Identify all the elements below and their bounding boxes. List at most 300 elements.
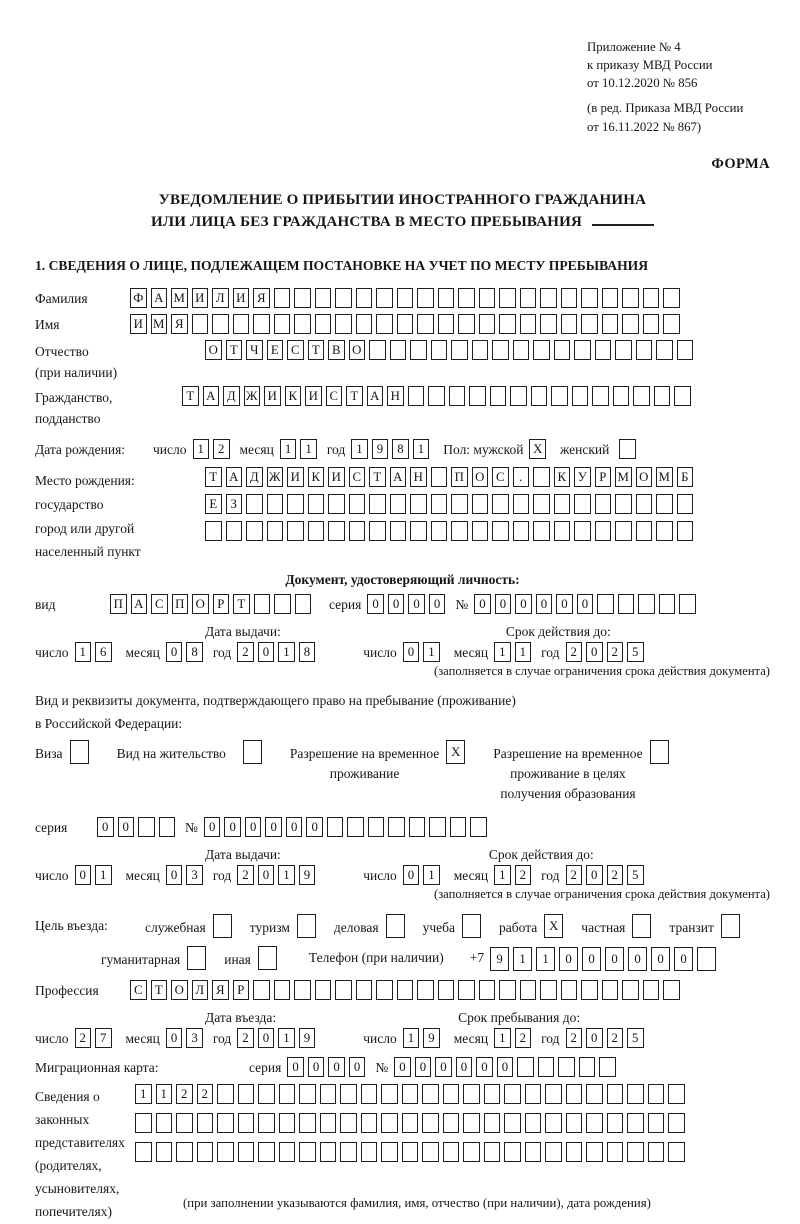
form-cell[interactable] xyxy=(561,314,578,334)
form-cell[interactable]: 2 xyxy=(607,642,624,662)
form-cell[interactable]: 2 xyxy=(237,642,254,662)
form-cell[interactable] xyxy=(197,1142,214,1162)
form-cell[interactable] xyxy=(622,980,639,1000)
form-cell[interactable] xyxy=(513,494,530,514)
form-cell[interactable] xyxy=(632,914,651,938)
form-cell[interactable]: 0 xyxy=(495,594,512,614)
form-cell[interactable]: Д xyxy=(223,386,240,406)
form-cell[interactable] xyxy=(408,386,425,406)
form-cell[interactable]: 0 xyxy=(403,642,420,662)
form-cell[interactable] xyxy=(340,1113,357,1133)
form-cell[interactable] xyxy=(648,1142,665,1162)
form-cell[interactable]: 0 xyxy=(674,947,693,971)
form-cell[interactable] xyxy=(340,1084,357,1104)
form-cell[interactable] xyxy=(429,817,446,837)
form-cell[interactable] xyxy=(315,288,332,308)
form-cell[interactable]: 0 xyxy=(388,594,405,614)
form-cell[interactable]: 0 xyxy=(308,1057,325,1077)
form-cell[interactable]: 0 xyxy=(394,1057,411,1077)
form-cell[interactable] xyxy=(297,914,316,938)
form-cell[interactable] xyxy=(545,1113,562,1133)
form-cell[interactable]: С xyxy=(287,340,304,360)
form-cell[interactable]: С xyxy=(492,467,509,487)
form-cell[interactable] xyxy=(574,340,591,360)
form-cell[interactable]: И xyxy=(130,314,147,334)
form-cell[interactable] xyxy=(510,386,527,406)
form-cell[interactable] xyxy=(463,1113,480,1133)
form-cell[interactable] xyxy=(525,1084,542,1104)
form-cell[interactable]: О xyxy=(472,467,489,487)
form-cell[interactable]: 0 xyxy=(166,865,183,885)
form-cell[interactable]: 8 xyxy=(299,642,316,662)
form-cell[interactable] xyxy=(451,494,468,514)
form-cell[interactable] xyxy=(450,817,467,837)
form-cell[interactable]: 0 xyxy=(476,1057,493,1077)
form-cell[interactable] xyxy=(659,594,676,614)
form-cell[interactable]: 1 xyxy=(413,439,430,459)
form-cell[interactable] xyxy=(422,1113,439,1133)
form-cell[interactable]: С xyxy=(151,594,168,614)
form-cell[interactable] xyxy=(633,386,650,406)
form-cell[interactable] xyxy=(458,288,475,308)
form-cell[interactable]: 0 xyxy=(286,817,303,837)
form-cell[interactable] xyxy=(574,521,591,541)
form-cell[interactable]: Я xyxy=(212,980,229,1000)
form-cell[interactable]: 0 xyxy=(586,642,603,662)
form-cell[interactable] xyxy=(417,314,434,334)
form-cell[interactable] xyxy=(484,1142,501,1162)
form-cell[interactable] xyxy=(499,288,516,308)
form-cell[interactable] xyxy=(417,980,434,1000)
form-cell[interactable] xyxy=(356,314,373,334)
form-cell[interactable] xyxy=(572,386,589,406)
form-cell[interactable]: Л xyxy=(212,288,229,308)
form-cell[interactable]: 0 xyxy=(474,594,491,614)
form-cell[interactable]: 0 xyxy=(415,1057,432,1077)
form-cell[interactable] xyxy=(397,980,414,1000)
form-cell[interactable]: П xyxy=(172,594,189,614)
form-cell[interactable]: 2 xyxy=(607,1028,624,1048)
form-cell[interactable] xyxy=(299,1084,316,1104)
form-cell[interactable] xyxy=(597,594,614,614)
form-cell[interactable] xyxy=(654,386,671,406)
form-cell[interactable] xyxy=(443,1084,460,1104)
form-cell[interactable]: 0 xyxy=(367,594,384,614)
form-cell[interactable] xyxy=(648,1084,665,1104)
form-cell[interactable] xyxy=(294,980,311,1000)
form-cell[interactable]: Ч xyxy=(246,340,263,360)
form-cell[interactable] xyxy=(238,1142,255,1162)
form-cell[interactable] xyxy=(197,1113,214,1133)
form-cell[interactable] xyxy=(492,494,509,514)
form-cell[interactable] xyxy=(579,1057,596,1077)
form-cell[interactable] xyxy=(622,314,639,334)
form-cell[interactable]: 2 xyxy=(566,865,583,885)
form-cell[interactable] xyxy=(677,494,694,514)
form-cell[interactable] xyxy=(159,817,176,837)
form-cell[interactable] xyxy=(533,521,550,541)
form-cell[interactable] xyxy=(253,314,270,334)
form-cell[interactable] xyxy=(315,980,332,1000)
form-cell[interactable] xyxy=(299,1142,316,1162)
form-cell[interactable] xyxy=(449,386,466,406)
form-cell[interactable]: А xyxy=(131,594,148,614)
form-cell[interactable] xyxy=(422,1142,439,1162)
form-cell[interactable] xyxy=(674,386,691,406)
form-cell[interactable]: Н xyxy=(387,386,404,406)
form-cell[interactable] xyxy=(381,1084,398,1104)
form-cell[interactable] xyxy=(538,1057,555,1077)
form-cell[interactable] xyxy=(484,1113,501,1133)
form-cell[interactable]: С xyxy=(326,386,343,406)
form-cell[interactable]: 1 xyxy=(403,1028,420,1048)
form-cell[interactable]: 0 xyxy=(349,1057,366,1077)
form-cell[interactable] xyxy=(246,521,263,541)
form-cell[interactable]: С xyxy=(130,980,147,1000)
form-cell[interactable]: 0 xyxy=(582,947,601,971)
form-cell[interactable] xyxy=(668,1113,685,1133)
form-cell[interactable] xyxy=(70,740,89,764)
form-cell[interactable] xyxy=(581,314,598,334)
form-cell[interactable]: 2 xyxy=(176,1084,193,1104)
form-cell[interactable]: О xyxy=(171,980,188,1000)
form-cell[interactable]: К xyxy=(308,467,325,487)
form-cell[interactable]: . xyxy=(513,467,530,487)
form-cell[interactable]: 0 xyxy=(515,594,532,614)
form-cell[interactable]: 0 xyxy=(577,594,594,614)
form-cell[interactable]: А xyxy=(151,288,168,308)
form-cell[interactable] xyxy=(397,314,414,334)
form-cell[interactable]: 1 xyxy=(515,642,532,662)
form-cell[interactable]: 0 xyxy=(586,865,603,885)
form-cell[interactable] xyxy=(520,314,537,334)
form-cell[interactable] xyxy=(328,494,345,514)
form-cell[interactable] xyxy=(484,1084,501,1104)
form-cell[interactable] xyxy=(431,521,448,541)
form-cell[interactable]: О xyxy=(349,340,366,360)
form-cell[interactable] xyxy=(361,1113,378,1133)
form-cell[interactable] xyxy=(504,1084,521,1104)
form-cell[interactable] xyxy=(490,386,507,406)
form-cell[interactable] xyxy=(602,288,619,308)
form-cell[interactable] xyxy=(463,1142,480,1162)
form-cell[interactable]: М xyxy=(656,467,673,487)
form-cell[interactable]: 3 xyxy=(186,1028,203,1048)
form-cell[interactable]: 8 xyxy=(186,642,203,662)
form-cell[interactable] xyxy=(308,494,325,514)
form-cell[interactable] xyxy=(438,314,455,334)
form-cell[interactable] xyxy=(417,288,434,308)
form-cell[interactable]: 2 xyxy=(566,642,583,662)
form-cell[interactable] xyxy=(636,494,653,514)
form-cell[interactable]: 8 xyxy=(392,439,409,459)
form-cell[interactable]: 0 xyxy=(403,865,420,885)
form-cell[interactable]: 0 xyxy=(258,1028,275,1048)
form-cell[interactable] xyxy=(274,288,291,308)
form-cell[interactable]: П xyxy=(451,467,468,487)
form-cell[interactable]: Р xyxy=(233,980,250,1000)
form-cell[interactable] xyxy=(721,914,740,938)
form-cell[interactable] xyxy=(246,494,263,514)
form-cell[interactable]: 2 xyxy=(237,1028,254,1048)
form-cell[interactable]: 0 xyxy=(75,865,92,885)
form-cell[interactable] xyxy=(586,1113,603,1133)
form-cell[interactable] xyxy=(472,494,489,514)
form-cell[interactable] xyxy=(238,1084,255,1104)
form-cell[interactable]: 0 xyxy=(97,817,114,837)
form-cell[interactable] xyxy=(504,1142,521,1162)
form-cell[interactable]: Т xyxy=(182,386,199,406)
form-cell[interactable] xyxy=(402,1113,419,1133)
form-cell[interactable]: И xyxy=(233,288,250,308)
form-cell[interactable]: С xyxy=(349,467,366,487)
form-cell[interactable] xyxy=(390,521,407,541)
form-cell[interactable] xyxy=(422,1084,439,1104)
form-cell[interactable]: К xyxy=(285,386,302,406)
form-cell[interactable] xyxy=(176,1142,193,1162)
form-cell[interactable] xyxy=(295,594,312,614)
form-cell[interactable] xyxy=(443,1142,460,1162)
form-cell[interactable]: И xyxy=(192,288,209,308)
form-cell[interactable] xyxy=(267,494,284,514)
form-cell[interactable] xyxy=(187,946,206,970)
form-cell[interactable]: 0 xyxy=(435,1057,452,1077)
form-cell[interactable] xyxy=(390,340,407,360)
form-cell[interactable] xyxy=(347,817,364,837)
form-cell[interactable] xyxy=(638,594,655,614)
form-cell[interactable]: А xyxy=(203,386,220,406)
form-cell[interactable]: Т xyxy=(308,340,325,360)
form-cell[interactable] xyxy=(540,314,557,334)
form-cell[interactable] xyxy=(287,494,304,514)
form-cell[interactable] xyxy=(602,980,619,1000)
form-cell[interactable] xyxy=(668,1142,685,1162)
form-cell[interactable] xyxy=(205,521,222,541)
form-cell[interactable]: 1 xyxy=(278,1028,295,1048)
form-cell[interactable] xyxy=(156,1113,173,1133)
form-cell[interactable] xyxy=(525,1142,542,1162)
form-cell[interactable] xyxy=(586,1084,603,1104)
form-cell[interactable] xyxy=(410,340,427,360)
form-cell[interactable] xyxy=(540,980,557,1000)
form-cell[interactable] xyxy=(135,1142,152,1162)
form-cell[interactable]: О xyxy=(192,594,209,614)
form-cell[interactable] xyxy=(533,340,550,360)
form-cell[interactable]: Т xyxy=(151,980,168,1000)
form-cell[interactable] xyxy=(492,521,509,541)
form-cell[interactable] xyxy=(274,594,291,614)
form-cell[interactable] xyxy=(397,288,414,308)
form-cell[interactable]: 1 xyxy=(156,1084,173,1104)
form-cell[interactable] xyxy=(622,288,639,308)
form-cell[interactable]: З xyxy=(226,494,243,514)
form-cell[interactable]: 1 xyxy=(494,1028,511,1048)
form-cell[interactable] xyxy=(663,288,680,308)
form-cell[interactable] xyxy=(431,467,448,487)
form-cell[interactable] xyxy=(279,1084,296,1104)
form-cell[interactable]: 5 xyxy=(627,1028,644,1048)
form-cell[interactable] xyxy=(335,288,352,308)
form-cell[interactable] xyxy=(656,340,673,360)
form-cell[interactable] xyxy=(356,288,373,308)
form-cell[interactable]: 2 xyxy=(237,865,254,885)
form-cell[interactable] xyxy=(492,340,509,360)
form-cell[interactable]: 1 xyxy=(95,865,112,885)
form-cell[interactable]: М xyxy=(615,467,632,487)
form-cell[interactable] xyxy=(381,1142,398,1162)
form-cell[interactable]: 1 xyxy=(75,642,92,662)
form-cell[interactable] xyxy=(267,521,284,541)
form-cell[interactable]: Т xyxy=(233,594,250,614)
form-cell[interactable]: 9 xyxy=(372,439,389,459)
form-cell[interactable] xyxy=(238,1113,255,1133)
form-cell[interactable]: 9 xyxy=(423,1028,440,1048)
form-cell[interactable] xyxy=(458,980,475,1000)
form-cell[interactable] xyxy=(438,288,455,308)
form-cell[interactable]: 1 xyxy=(494,865,511,885)
form-cell[interactable] xyxy=(551,386,568,406)
form-cell[interactable] xyxy=(504,1113,521,1133)
form-cell[interactable] xyxy=(520,980,537,1000)
form-cell[interactable]: 2 xyxy=(515,865,532,885)
form-cell[interactable]: 1 xyxy=(494,642,511,662)
form-cell[interactable] xyxy=(320,1113,337,1133)
form-cell[interactable]: Р xyxy=(213,594,230,614)
form-cell[interactable]: 3 xyxy=(186,865,203,885)
form-cell[interactable]: Т xyxy=(226,340,243,360)
form-cell[interactable] xyxy=(558,1057,575,1077)
form-cell[interactable]: 1 xyxy=(513,947,532,971)
form-cell[interactable]: А xyxy=(226,467,243,487)
form-cell[interactable] xyxy=(431,340,448,360)
form-cell[interactable] xyxy=(554,494,571,514)
form-cell[interactable]: 0 xyxy=(245,817,262,837)
form-cell[interactable] xyxy=(627,1142,644,1162)
form-cell[interactable] xyxy=(243,740,262,764)
form-cell[interactable]: 0 xyxy=(556,594,573,614)
form-cell[interactable]: И xyxy=(305,386,322,406)
form-cell[interactable]: 0 xyxy=(408,594,425,614)
form-cell[interactable] xyxy=(648,1113,665,1133)
form-cell[interactable]: Л xyxy=(192,980,209,1000)
form-cell[interactable]: 0 xyxy=(429,594,446,614)
form-cell[interactable] xyxy=(315,314,332,334)
form-cell[interactable]: 2 xyxy=(75,1028,92,1048)
form-cell[interactable] xyxy=(513,521,530,541)
form-cell[interactable]: 9 xyxy=(299,1028,316,1048)
form-cell[interactable] xyxy=(376,980,393,1000)
form-cell[interactable] xyxy=(636,340,653,360)
form-cell[interactable] xyxy=(643,288,660,308)
form-cell[interactable] xyxy=(513,340,530,360)
form-cell[interactable]: Т xyxy=(205,467,222,487)
form-cell[interactable]: К xyxy=(554,467,571,487)
form-cell[interactable] xyxy=(561,288,578,308)
form-cell[interactable] xyxy=(340,1142,357,1162)
form-cell[interactable] xyxy=(619,439,636,459)
form-cell[interactable] xyxy=(479,288,496,308)
form-cell[interactable] xyxy=(451,340,468,360)
form-cell[interactable] xyxy=(138,817,155,837)
form-cell[interactable]: 0 xyxy=(328,1057,345,1077)
form-cell[interactable] xyxy=(636,521,653,541)
form-cell[interactable] xyxy=(545,1084,562,1104)
form-cell[interactable] xyxy=(540,288,557,308)
form-cell[interactable] xyxy=(438,980,455,1000)
form-cell[interactable] xyxy=(308,521,325,541)
form-cell[interactable] xyxy=(274,980,291,1000)
form-cell[interactable] xyxy=(402,1142,419,1162)
form-cell[interactable] xyxy=(656,494,673,514)
form-cell[interactable] xyxy=(607,1084,624,1104)
form-cell[interactable]: 1 xyxy=(280,439,297,459)
form-cell[interactable] xyxy=(386,914,405,938)
form-cell[interactable] xyxy=(451,521,468,541)
form-cell[interactable]: И xyxy=(287,467,304,487)
form-cell[interactable]: П xyxy=(110,594,127,614)
form-cell[interactable] xyxy=(561,980,578,1000)
form-cell[interactable] xyxy=(376,288,393,308)
form-cell[interactable]: Ж xyxy=(267,467,284,487)
form-cell[interactable] xyxy=(217,1142,234,1162)
form-cell[interactable] xyxy=(663,980,680,1000)
form-cell[interactable] xyxy=(618,594,635,614)
form-cell[interactable] xyxy=(602,314,619,334)
form-cell[interactable] xyxy=(586,1142,603,1162)
form-cell[interactable] xyxy=(335,980,352,1000)
form-cell[interactable] xyxy=(279,1142,296,1162)
form-cell[interactable] xyxy=(253,980,270,1000)
form-cell[interactable] xyxy=(390,494,407,514)
form-cell[interactable] xyxy=(356,980,373,1000)
form-cell[interactable] xyxy=(533,494,550,514)
form-cell[interactable]: О xyxy=(205,340,222,360)
form-cell[interactable] xyxy=(499,314,516,334)
form-cell[interactable]: 1 xyxy=(351,439,368,459)
form-cell[interactable] xyxy=(409,817,426,837)
form-cell[interactable] xyxy=(410,521,427,541)
form-cell[interactable] xyxy=(349,494,366,514)
form-cell[interactable] xyxy=(479,980,496,1000)
form-cell[interactable] xyxy=(656,521,673,541)
form-cell[interactable] xyxy=(627,1084,644,1104)
form-cell[interactable] xyxy=(581,980,598,1000)
form-cell[interactable] xyxy=(643,314,660,334)
form-cell[interactable] xyxy=(402,1084,419,1104)
form-cell[interactable] xyxy=(368,817,385,837)
form-cell[interactable]: 0 xyxy=(306,817,323,837)
form-cell[interactable] xyxy=(574,494,591,514)
form-cell[interactable]: Д xyxy=(246,467,263,487)
form-cell[interactable] xyxy=(607,1113,624,1133)
form-cell[interactable] xyxy=(479,314,496,334)
form-cell[interactable] xyxy=(294,288,311,308)
form-cell[interactable]: Р xyxy=(595,467,612,487)
form-cell[interactable]: Е xyxy=(267,340,284,360)
form-cell[interactable] xyxy=(176,1113,193,1133)
form-cell[interactable] xyxy=(499,980,516,1000)
form-cell[interactable] xyxy=(376,314,393,334)
form-cell[interactable] xyxy=(192,314,209,334)
form-cell[interactable] xyxy=(595,340,612,360)
form-cell[interactable]: 1 xyxy=(193,439,210,459)
form-cell[interactable]: А xyxy=(390,467,407,487)
form-cell[interactable] xyxy=(458,314,475,334)
form-cell[interactable]: 0 xyxy=(605,947,624,971)
form-cell[interactable] xyxy=(258,1113,275,1133)
form-cell[interactable]: Н xyxy=(410,467,427,487)
form-cell[interactable] xyxy=(369,521,386,541)
